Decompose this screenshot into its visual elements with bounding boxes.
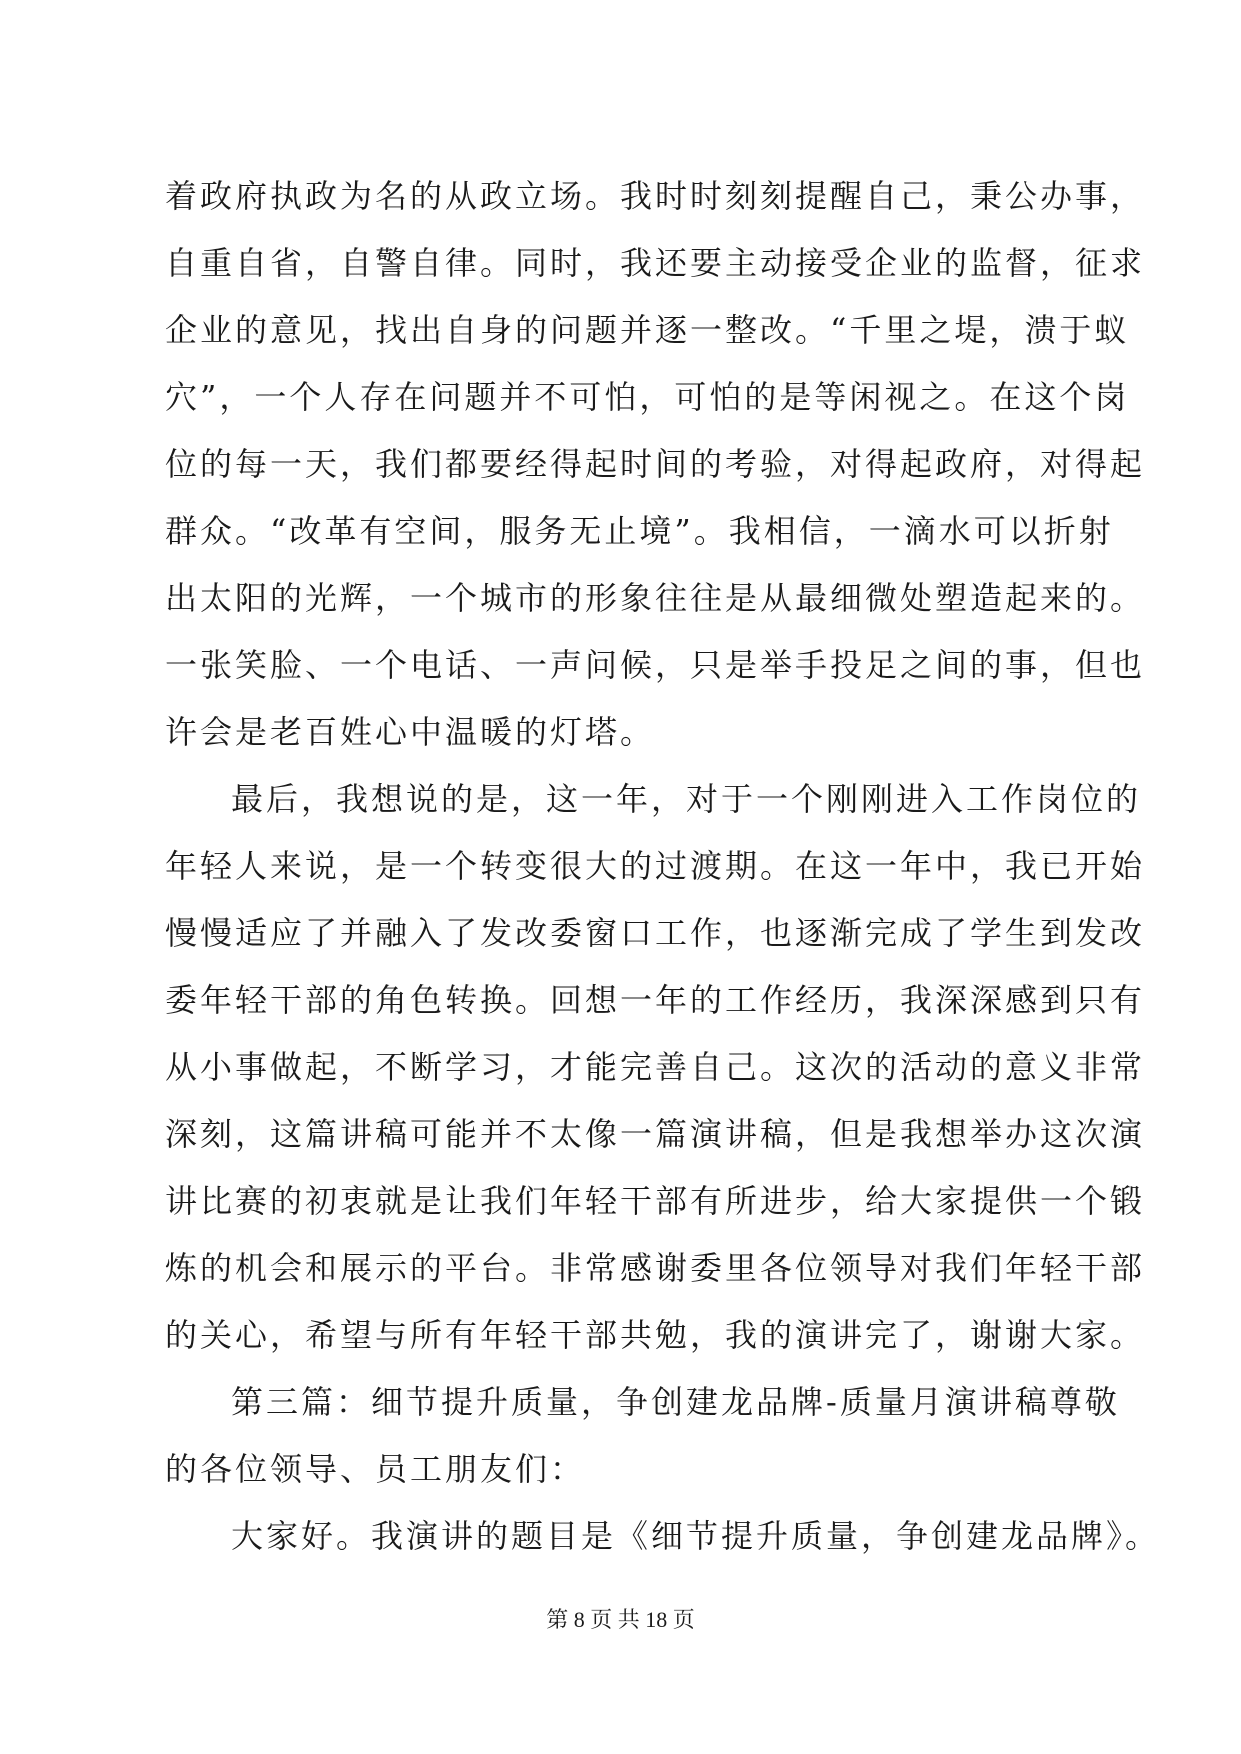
page-number-footer: 第 8 页 共 18 页 — [546, 1607, 695, 1632]
paragraph-start-line: 大家好。我演讲的题目是《细节提升质量，争创建龙品牌》。 — [231, 1517, 1161, 1555]
text-line: 的关心，希望与所有年轻干部共勉，我的演讲完了，谢谢大家。 — [165, 1316, 1146, 1354]
text-line: 穴”，一个人存在问题并不可怕，可怕的是等闲视之。在这个岗 — [165, 378, 1130, 416]
section-heading-line: 第三篇：细节提升质量，争创建龙品牌-质量月演讲稿尊敬 — [231, 1383, 1120, 1421]
text-line: 许会是老百姓心中温暖的灯塔。 — [165, 713, 656, 751]
document-body — [165, 163, 1161, 1570]
text-line: 自重自省，自警自律。同时，我还要主动接受企业的监督，征求 — [165, 244, 1146, 282]
text-line: 的各位领导、员工朋友们： — [165, 1450, 586, 1488]
text-line: 出太阳的光辉，一个城市的形象往往是从最细微处塑造起来的。 — [165, 579, 1146, 617]
text-line: 企业的意见，找出自身的问题并逐一整改。“千里之堤，溃于蚁 — [165, 311, 1130, 349]
text-line: 讲比赛的初衷就是让我们年轻干部有所进步，给大家提供一个锻 — [165, 1182, 1146, 1220]
text-line: 位的每一天，我们都要经得起时间的考验，对得起政府，对得起 — [165, 445, 1146, 483]
text-line: 着政府执政为名的从政立场。我时时刻刻提醒自己，秉公办事， — [165, 177, 1146, 215]
paragraph-start-line: 最后，我想说的是，这一年，对于一个刚刚进入工作岗位的 — [231, 780, 1142, 818]
text-line: 委年轻干部的角色转换。回想一年的工作经历，我深深感到只有 — [165, 981, 1146, 1019]
text-line: 慢慢适应了并融入了发改委窗口工作，也逐渐完成了学生到发改 — [165, 914, 1146, 952]
text-line: 年轻人来说，是一个转变很大的过渡期。在这一年中，我已开始 — [165, 847, 1146, 885]
text-line: 一张笑脸、一个电话、一声问候，只是举手投足之间的事，但也 — [165, 646, 1146, 684]
text-line: 从小事做起，不断学习，才能完善自己。这次的活动的意义非常 — [165, 1048, 1146, 1086]
text-line: 炼的机会和展示的平台。非常感谢委里各位领导对我们年轻干部 — [165, 1249, 1146, 1287]
text-line: 深刻，这篇讲稿可能并不太像一篇演讲稿，但是我想举办这次演 — [165, 1115, 1146, 1153]
text-line: 群众。“改革有空间，服务无止境”。我相信，一滴水可以折射 — [165, 512, 1114, 550]
